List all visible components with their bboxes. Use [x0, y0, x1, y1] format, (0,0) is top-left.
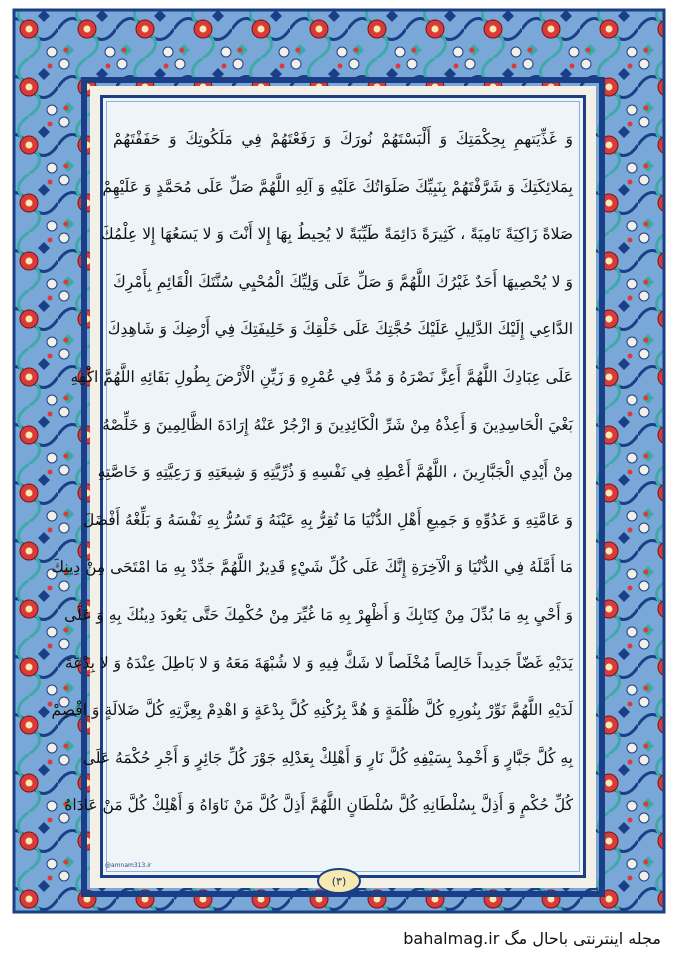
prayer-line-2: بِمَلائِكَتِكَ وَ شَرَّفْتَهُمْ بِنَبِيِّكَ صَلَوَاتُكَ عَلَيْهِ وَ آلِهِ اللَّهُمَّ صَلِّ عَلَى مُحَمَّدٍ وَ عَلَيْهِمْ: [102, 177, 573, 196]
prayer-line-7: بَغْيَ الْحَاسِدِينَ وَ أَعِذْهُ مِنْ شَرِّ الْكَائِدِينَ وَ ازْجُرْ عَنْهُ إِرَادَةَ الظَّالِمِينَ وَ خَلِّصْهُ: [102, 415, 573, 434]
prayer-line-11: وَ أَحْيِ بِهِ مَا بُدِّلَ مِنْ كِتَابِكَ وَ أَظْهِرْ بِهِ مَا غُيِّرَ مِنْ حُكْمِكَ حَتَّى يَعُودَ دِينُكَ بِهِ وَ عَلَى: [64, 605, 573, 624]
prayer-line-9: وَ عَامَّتِهِ وَ عَدُوِّهِ وَ جَمِيعِ أَهْلِ الدُّنْيَا مَا تُقِرُّ بِهِ عَيْنَهُ وَ تَسُرُّ بِهِ نَفْسَهُ وَ بَلِّغْهُ أَفْضَلَ: [83, 510, 573, 529]
watermark: @amnam313.ir: [105, 862, 152, 869]
footer-site-label[interactable]: bahalmag.ir مجله اینترنتی باحال مگ: [403, 928, 661, 948]
prayer-text-panel: [51, 95, 586, 878]
prayer-line-8: مِنْ أَيْدِي الْجَبَّارِينَ ، اللَّهُمَّ أَعْطِهِ فِي نَفْسِهِ وَ ذُرِّيَّتِهِ وَ شِيعَتِهِ وَ رَعِيَّتِهِ وَ خَاصَّتِهِ: [97, 463, 573, 482]
prayer-line-6: عَلَى عِبَادِكَ اللَّهُمَّ أَعِزَّ نَصْرَهُ وَ مُدَّ فِي عُمْرِهِ وَ زَيِّنِ الْأَرْضَ بِطُولِ بَقَائِهِ اللَّهُمَّ اكْفِهِ: [70, 367, 573, 386]
footer-bar: [0, 916, 679, 960]
prayer-line-4: وَ لا يُحْصِيهَا أَحَدٌ غَيْرُكَ اللَّهُمَّ وَ صَلِّ عَلَى وَلِيِّكَ الْمُحْيِي سُنَّتَكَ الْقَائِمِ بِأَمْرِكَ: [113, 272, 573, 291]
prayer-line-1: وَ غَذِّيَتهمِ بِحِكْمَتِكَ وَ أَلْبَسْتَهُمْ نُورَكَ وَ رَفَعْتَهُمْ فِي مَلَكُوتِكَ وَ حَفَفْتَهُمْ: [113, 130, 573, 148]
prayer-line-5: الدَّاعِي إِلَيْكَ الدَّلِيلِ عَلَيْكَ حُجَّتِكَ عَلَى خَلْقِكَ وَ خَلِيفَتِكَ فِي أَرْضِكَ وَ شَاهِدِكَ: [107, 320, 573, 339]
prayer-line-12: يَدَيْهِ غَضّاً جَدِيداً خَالِصاً مُخْلَصاً لا شَكَّ فِيهِ وَ لا شُبْهَةَ مَعَهُ وَ لا بَاطِلَ عِنْدَهُ وَ لا بِدْعَةَ: [64, 653, 573, 672]
prayer-line-13: لَدَيْهِ اللَّهُمَّ نَوِّرْ بِنُورِهِ كُلَّ ظُلْمَةٍ وَ هُدَّ بِرُكْنِهِ كُلَّ بِدْعَةٍ وَ اهْدِمْ بِعِزَّتِهِ كُلَّ ضَلالَةٍ وَ اقْصِمْ: [51, 701, 573, 720]
prayer-line-3: صَلاةً زَاكِيَةً نَامِيَةً ، كَثِيرَةً دَائِمَةً طَيِّبَةً لا يُحِيطُ بِهَا إِلا أَنْتَ وَ لا يَسَعُهَا إِلا عِلْمُكَ: [100, 225, 573, 244]
prayer-line-10: مَا أَمَّلَهُ فِي الدُّنْيَا وَ الْآخِرَةِ إِنَّكَ عَلَى كُلِّ شَيْءٍ قَدِيرٌ اللَّهُمَّ جَدِّدْ بِهِ مَا امْتَحَى مِنْ دِينِكَ: [51, 558, 573, 577]
prayer-line-14: بِهِ كُلَّ جَبَّارٍ وَ أَخْمِدْ بِسَيْفِهِ كُلَّ نَارٍ وَ أَهْلِكْ بِعَدْلِهِ جَوْرَ كُلِّ جَائِرٍ وَ أَجْرِ حُكْمَهُ عَلَى: [82, 748, 573, 767]
page-number: (٣): [331, 874, 347, 888]
prayer-lines: [51, 116, 573, 830]
prayer-line-15: كُلِّ حُكْمٍ وَ أَذِلَّ بِسُلْطَانِهِ كُلَّ سُلْطَانٍ اللَّهُمَّ أَذِلَّ كُلَّ مَنْ نَاوَاهُ وَ أَهْلِكْ كُلَّ مَنْ عَادَاهُ: [64, 796, 573, 815]
